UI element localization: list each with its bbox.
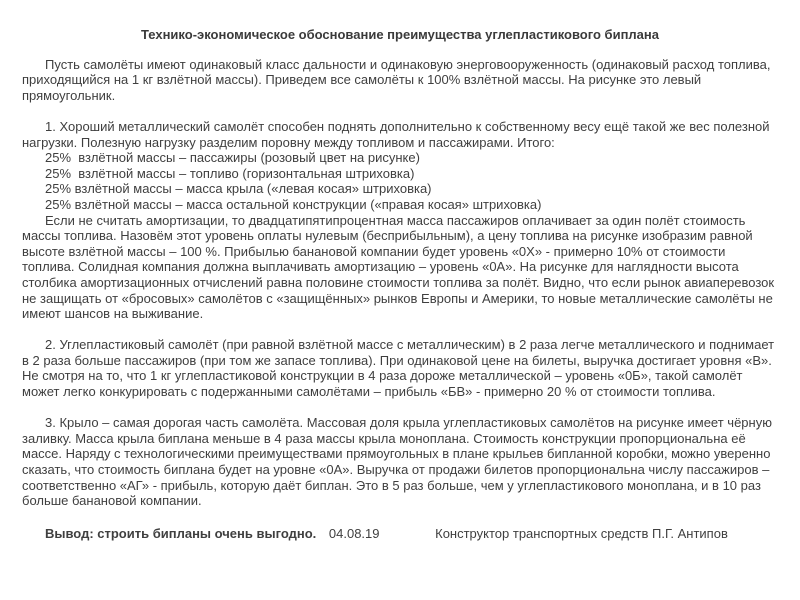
document-title: Технико-экономическое обоснование преимущества углепластикового биплана: [141, 27, 659, 42]
paragraph-point2: 2. Углепластиковый самолёт (при равной взлётной массе с металлическим) в 2 раза легче металлического и поднимает в 2 раза больше пассажиров (при том же запасе топлива). При одинаковой цене на билеты, выручка достигает уровня «В». Не смотря на то, что 1 кг углепластиковой конструкции в 4 раза дороже металлической – уровень «0Б», такой самолёт может легко конкурировать с подержанными самолётами – прибыль «БВ» - примерно 20 % от стоимости топлива.: [22, 337, 775, 400]
date-text: 04.08.19: [328, 525, 380, 541]
conclusion-text: Вывод: строить бипланы очень выгодно.: [45, 525, 317, 541]
footer-line: [22, 526, 778, 542]
mass-breakdown-list: [22, 150, 778, 212]
paragraph-point3: 3. Крыло – самая дорогая часть самолёта. Массовая доля крыла углепластиковых самолётов на рисунке имеет чёрную заливку. Масса крыла биплана меньше в 4 раза массы крыла моноплана. Стоимость конструкции пропорциональна её массе. Наряду с технологическими преимуществами прямоугольных в плане крыльев бипланной коробки, можно уверенно сказать, что стоимость биплана будет на уровне «0А». Выручка от продажи билетов пропорциональна числу пассажиров – соответственно «АГ» - прибыль, которую даёт биплан. Это в 5 раз больше, чем у углепластикового моноплана, и в 10 раз больше банановой компании.: [22, 415, 772, 509]
breakdown-item-wing-mass: 25% взлётной массы – масса крыла («левая косая» штриховка): [45, 181, 432, 197]
paragraph-intro: Пусть самолёты имеют одинаковый класс дальности и одинаковую энерговооруженность (одинаковый расход топлива, приходящийся на 1 кг взлётной массы). Приведем все самолёты к 100% взлётной массы. На рисунке это левый прямоугольник.: [22, 56, 771, 103]
breakdown-item-passengers: 25% взлётной массы – пассажиры (розовый цвет на рисунке): [45, 150, 420, 166]
breakdown-item-structure-mass: 25% взлётной массы – масса остальной конструкции («правая косая» штриховка): [45, 196, 542, 212]
paragraph-point1-analysis: Если не считать амортизации, то двадцатипятипроцентная масса пассажиров оплачивает за один полёт стоимость массы топлива. Назовём этот уровень оплаты нулевым (бесприбыльным), а цену топлива на рисунке изобразим равной высоте взлётной массы – 100 %. Прибылью банановой компании будет уровень «0Х» - примерно 10% от стоимости топлива. Солидная компания должна выплачивать амортизацию – уровень «0А». На рисунке для наглядности высота столбика амортизационных отчислений равна половине стоимости топлива за полёт. Видно, что если рынок авиаперевозок не защищать от «бросовых» самолётов с «защищённых» рынков Европы и Америки, то новые металлические самолёты не имеют шансов на выживание.: [22, 212, 775, 322]
author-text: Конструктор транспортных средств П.Г. Антипов: [435, 525, 728, 541]
breakdown-item-fuel: 25% взлётной массы – топливо (горизонтальная штриховка): [45, 165, 415, 181]
paragraph-point1: 1. Хороший металлический самолёт способен поднять дополнительно к собственному весу ещё такой же вес полезной нагрузки. Полезную нагрузку разделим поровну между топливом и пассажирами. Итого:: [22, 118, 770, 150]
